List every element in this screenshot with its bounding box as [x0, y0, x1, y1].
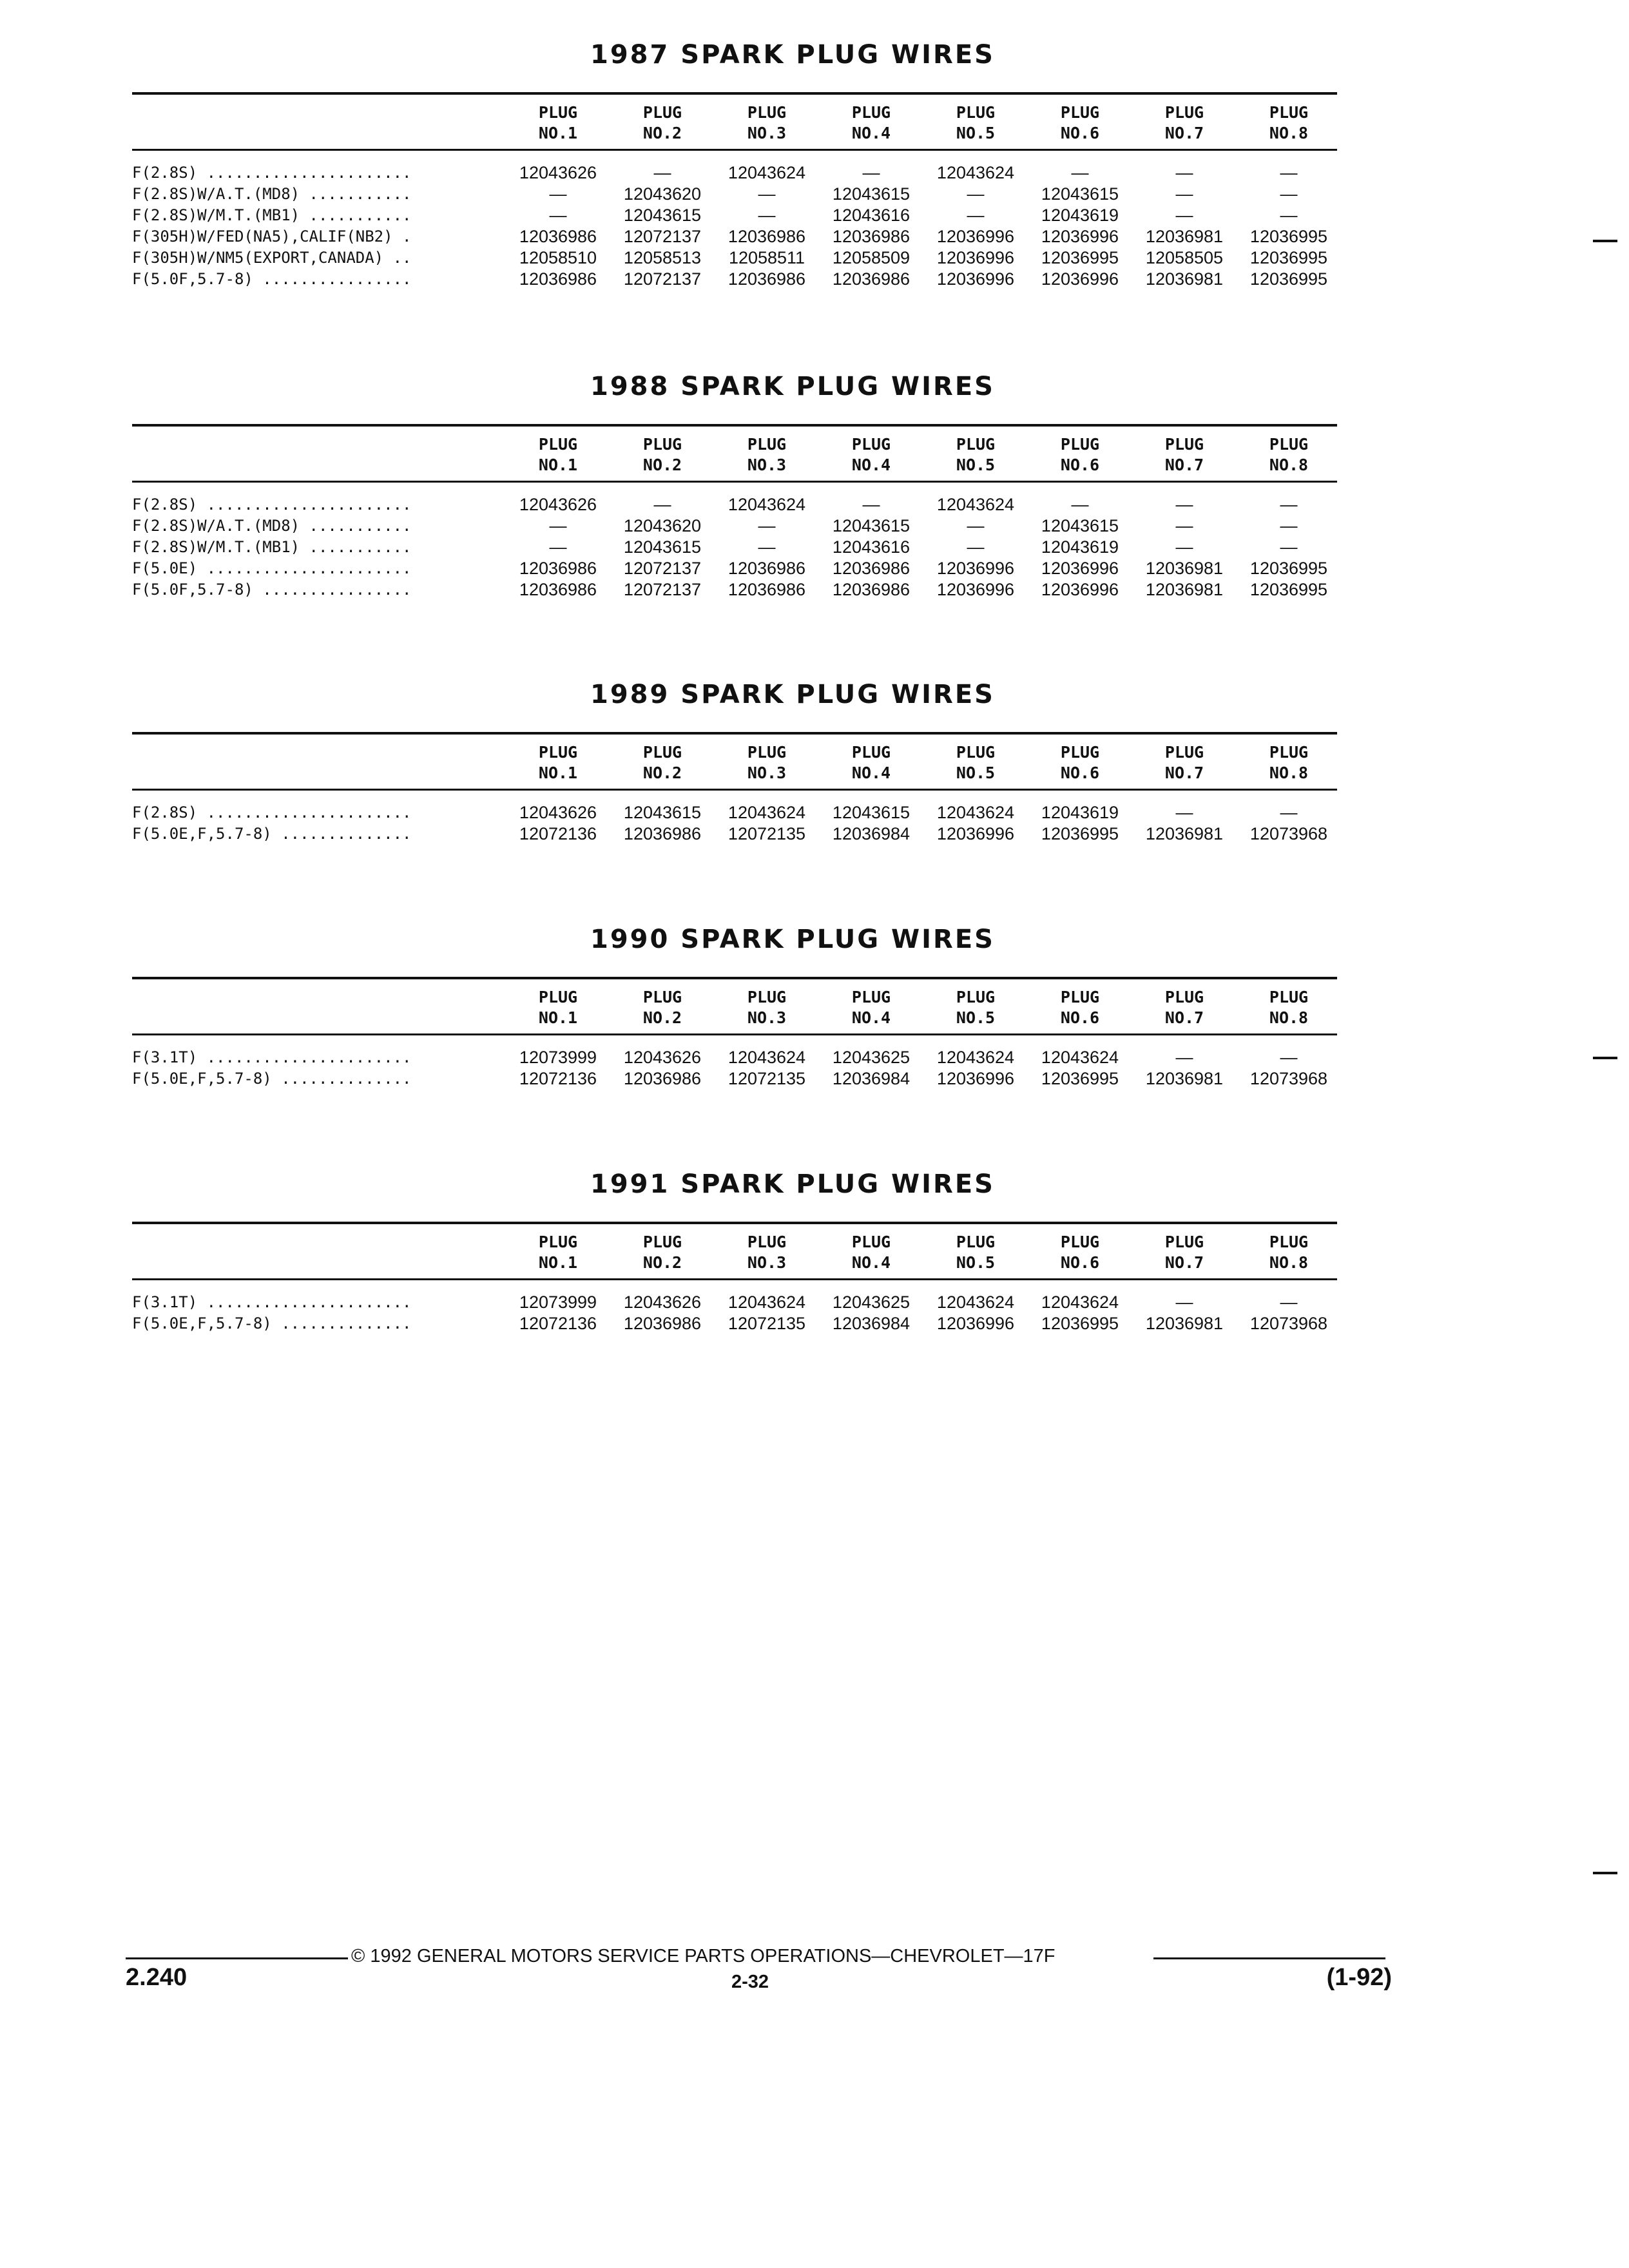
part-number-cell: 12072135: [728, 1314, 806, 1333]
part-number-cell: —: [1175, 495, 1193, 514]
part-number-cell: 12043626: [623, 1293, 702, 1312]
table-row: [132, 1313, 1337, 1334]
part-number-cell: 12043625: [832, 1293, 911, 1312]
table-row: [132, 1047, 1337, 1068]
part-number-cell: —: [1280, 803, 1298, 822]
row-label: F(5.0F,5.7-8) ................: [132, 270, 412, 288]
part-number-cell: —: [862, 163, 880, 182]
column-header-plug-3: PLUG NO.3: [747, 1233, 787, 1272]
part-number-cell: —: [1175, 516, 1193, 535]
column-header-plug-2: PLUG NO.2: [642, 988, 682, 1027]
part-number-cell: 12036986: [728, 227, 806, 246]
part-number-cell: 12036995: [1249, 580, 1328, 599]
column-header-plug-4: PLUG NO.4: [851, 435, 891, 474]
part-number-cell: 12043626: [519, 163, 597, 182]
row-label: F(5.0E,F,5.7-8) ..............: [132, 1314, 412, 1332]
part-number-cell: 12043624: [1041, 1048, 1119, 1067]
part-number-cell: 12043616: [832, 206, 911, 225]
part-number-cell: 12036984: [832, 1069, 911, 1088]
part-number-cell: 12058513: [623, 248, 702, 267]
table-body: [132, 483, 1337, 601]
part-number-cell: 12036986: [519, 580, 597, 599]
part-number-cell: 12043624: [728, 1048, 806, 1067]
part-number-cell: 12058511: [728, 248, 805, 267]
part-number-cell: 12043615: [832, 184, 911, 204]
margin-tick-mark: [1593, 1057, 1617, 1059]
part-number-cell: 12043615: [623, 803, 702, 822]
part-number-cell: 12072136: [519, 824, 597, 843]
part-number-cell: 12043615: [832, 516, 911, 535]
table-row: [132, 823, 1337, 845]
part-number-cell: —: [653, 163, 671, 182]
part-number-cell: 12072137: [623, 580, 702, 599]
part-number-cell: 12036996: [936, 227, 1015, 246]
part-number-cell: —: [1280, 495, 1298, 514]
part-number-cell: 12036984: [832, 1314, 911, 1333]
part-number-cell: 12073968: [1249, 824, 1328, 843]
part-number-cell: 12036986: [623, 1314, 702, 1333]
row-label: F(2.8S) ......................: [132, 803, 412, 822]
part-number-cell: —: [758, 184, 776, 204]
column-header-plug-4: PLUG NO.4: [851, 988, 891, 1027]
part-number-cell: 12036981: [1145, 824, 1224, 843]
column-header-plug-1: PLUG NO.1: [538, 435, 578, 474]
part-number-cell: 12036995: [1249, 227, 1328, 246]
table-header: [132, 427, 1337, 481]
column-header-plug-7: PLUG NO.7: [1164, 435, 1204, 474]
part-number-cell: 12036981: [1145, 559, 1224, 578]
section-title: 1987 SPARK PLUG WIRES: [590, 40, 995, 70]
part-number-cell: 12072137: [623, 227, 702, 246]
part-number-cell: 12036986: [623, 1069, 702, 1088]
part-number-cell: 12043615: [1041, 516, 1119, 535]
section-title: 1988 SPARK PLUG WIRES: [590, 372, 995, 401]
table-body: [132, 151, 1337, 290]
part-number-cell: 12043615: [1041, 184, 1119, 204]
part-number-cell: 12043615: [623, 206, 702, 225]
part-number-cell: 12036986: [728, 559, 806, 578]
part-number-cell: 12036995: [1249, 248, 1328, 267]
part-number-cell: —: [758, 516, 776, 535]
section-1987: [132, 35, 1337, 290]
column-header-plug-5: PLUG NO.5: [956, 988, 996, 1027]
part-number-cell: 12073999: [519, 1048, 597, 1067]
part-number-cell: —: [1280, 1293, 1298, 1312]
section-title: 1991 SPARK PLUG WIRES: [590, 1169, 995, 1199]
part-number-cell: —: [1175, 1293, 1193, 1312]
table-row: [132, 1292, 1337, 1313]
part-number-cell: 12043624: [936, 1048, 1015, 1067]
part-number-cell: 12072135: [728, 1069, 806, 1088]
part-number-cell: 12043624: [1041, 1293, 1119, 1312]
part-number-cell: 12036986: [623, 824, 702, 843]
part-number-cell: 12036995: [1041, 824, 1119, 843]
part-number-cell: —: [1175, 184, 1193, 204]
part-number-cell: 12036996: [1041, 269, 1119, 289]
row-label: F(2.8S) ......................: [132, 164, 412, 182]
part-number-cell: —: [967, 516, 985, 535]
column-header-plug-8: PLUG NO.8: [1269, 1233, 1309, 1272]
column-header-plug-4: PLUG NO.4: [851, 1233, 891, 1272]
part-number-cell: —: [549, 516, 567, 535]
part-number-cell: —: [1175, 163, 1193, 182]
column-header-plug-1: PLUG NO.1: [538, 103, 578, 142]
part-number-cell: 12043620: [623, 184, 702, 204]
column-header-plug-4: PLUG NO.4: [851, 103, 891, 142]
part-number-cell: —: [1280, 163, 1298, 182]
part-number-cell: 12043626: [519, 803, 597, 822]
part-number-cell: 12036995: [1041, 1069, 1119, 1088]
part-number-cell: 12036986: [832, 580, 911, 599]
row-label: F(2.8S)W/M.T.(MB1) ...........: [132, 538, 412, 556]
part-number-cell: 12058509: [832, 248, 911, 267]
part-number-cell: —: [1280, 184, 1298, 204]
row-label: F(2.8S)W/M.T.(MB1) ...........: [132, 206, 412, 224]
footer-copyright: © 1992 GENERAL MOTORS SERVICE PARTS OPERATIONS—CHEVROLET—17F: [351, 1946, 1055, 1966]
part-number-cell: —: [967, 537, 985, 557]
table-row: [132, 1068, 1337, 1090]
part-number-cell: 12043624: [936, 495, 1015, 514]
table-row: [132, 579, 1337, 601]
part-number-cell: 12036996: [936, 559, 1015, 578]
part-number-cell: 12043625: [832, 1048, 911, 1067]
part-number-cell: 12072137: [623, 269, 702, 289]
part-number-cell: 12072137: [623, 559, 702, 578]
row-label: F(2.8S)W/A.T.(MD8) ...........: [132, 185, 412, 203]
part-number-cell: 12036986: [519, 269, 597, 289]
column-header-plug-7: PLUG NO.7: [1164, 103, 1204, 142]
column-header-plug-4: PLUG NO.4: [851, 743, 891, 782]
part-number-cell: 12036995: [1249, 559, 1328, 578]
part-number-cell: —: [1175, 537, 1193, 557]
part-number-cell: —: [1280, 206, 1298, 225]
footer-rule-right: [1153, 1957, 1385, 1959]
part-number-cell: 12072135: [728, 824, 806, 843]
part-number-cell: 12043626: [519, 495, 597, 514]
part-number-cell: —: [967, 184, 985, 204]
margin-tick-mark: [1593, 240, 1617, 242]
table-body: [132, 1035, 1337, 1090]
section-1988: [132, 367, 1337, 601]
part-number-cell: —: [758, 206, 776, 225]
section-title: 1989 SPARK PLUG WIRES: [590, 680, 995, 709]
row-label: F(305H)W/FED(NA5),CALIF(NB2) .: [132, 227, 412, 245]
table-header: [132, 1224, 1337, 1278]
part-number-cell: 12043619: [1041, 206, 1119, 225]
column-header-plug-7: PLUG NO.7: [1164, 988, 1204, 1027]
table-header: [132, 735, 1337, 789]
part-number-cell: —: [1280, 1048, 1298, 1067]
column-header-plug-6: PLUG NO.6: [1060, 1233, 1100, 1272]
table-row: [132, 515, 1337, 537]
table-row: [132, 269, 1337, 290]
column-header-plug-5: PLUG NO.5: [956, 435, 996, 474]
part-number-cell: 12036996: [1041, 227, 1119, 246]
part-number-cell: 12043616: [832, 537, 911, 557]
column-header-plug-6: PLUG NO.6: [1060, 435, 1100, 474]
part-number-cell: —: [758, 537, 776, 557]
column-header-plug-5: PLUG NO.5: [956, 103, 996, 142]
part-number-cell: 12043624: [728, 803, 806, 822]
part-number-cell: 12036996: [936, 269, 1015, 289]
part-number-cell: 12043615: [623, 537, 702, 557]
table-row: [132, 162, 1337, 184]
row-label: F(305H)W/NM5(EXPORT,CANADA) ..: [132, 249, 412, 267]
part-number-cell: —: [1175, 206, 1193, 225]
part-number-cell: 12043624: [936, 803, 1015, 822]
section-title: 1990 SPARK PLUG WIRES: [590, 925, 995, 954]
part-number-cell: 12036995: [1041, 1314, 1119, 1333]
part-number-cell: 12043619: [1041, 537, 1119, 557]
part-number-cell: 12043615: [832, 803, 911, 822]
table-row: [132, 247, 1337, 269]
part-number-cell: 12036984: [832, 824, 911, 843]
column-header-plug-2: PLUG NO.2: [642, 743, 682, 782]
part-number-cell: 12036986: [832, 269, 911, 289]
footer-sub-page: 2-32: [731, 1972, 769, 1992]
part-number-cell: 12036995: [1041, 248, 1119, 267]
part-number-cell: —: [862, 495, 880, 514]
part-number-cell: 12036981: [1145, 1069, 1224, 1088]
part-number-cell: 12036986: [832, 227, 911, 246]
column-header-plug-8: PLUG NO.8: [1269, 435, 1309, 474]
part-number-cell: 12036995: [1249, 269, 1328, 289]
column-header-plug-8: PLUG NO.8: [1269, 988, 1309, 1027]
part-number-cell: —: [549, 537, 567, 557]
row-label: F(5.0E,F,5.7-8) ..............: [132, 825, 412, 843]
part-number-cell: —: [1175, 1048, 1193, 1067]
part-number-cell: 12036996: [936, 580, 1015, 599]
part-number-cell: —: [1071, 495, 1089, 514]
part-number-cell: —: [967, 206, 985, 225]
column-header-plug-8: PLUG NO.8: [1269, 743, 1309, 782]
table-row: [132, 537, 1337, 558]
section-1990: [132, 920, 1337, 1090]
part-number-cell: 12036996: [1041, 580, 1119, 599]
column-header-plug-2: PLUG NO.2: [642, 435, 682, 474]
column-header-plug-7: PLUG NO.7: [1164, 1233, 1204, 1272]
row-label: F(2.8S) ......................: [132, 495, 412, 514]
row-label: F(3.1T) ......................: [132, 1293, 412, 1311]
row-label: F(5.0F,5.7-8) ................: [132, 581, 412, 599]
part-number-cell: 12036986: [728, 580, 806, 599]
row-label: F(2.8S)W/A.T.(MD8) ...........: [132, 517, 412, 535]
footer-date: (1-92): [1326, 1964, 1392, 1991]
footer-page-number: 2.240: [126, 1964, 188, 1991]
table-header: [132, 979, 1337, 1033]
part-number-cell: 12043620: [623, 516, 702, 535]
table-row: [132, 802, 1337, 823]
column-header-plug-3: PLUG NO.3: [747, 988, 787, 1027]
part-number-cell: —: [1280, 516, 1298, 535]
part-number-cell: 12036981: [1145, 580, 1224, 599]
column-header-plug-1: PLUG NO.1: [538, 743, 578, 782]
part-number-cell: —: [1280, 537, 1298, 557]
column-header-plug-2: PLUG NO.2: [642, 1233, 682, 1272]
part-number-cell: 12043624: [936, 163, 1015, 182]
column-header-plug-3: PLUG NO.3: [747, 103, 787, 142]
part-number-cell: 12036996: [936, 248, 1015, 267]
part-number-cell: 12072136: [519, 1069, 597, 1088]
section-1991: [132, 1165, 1337, 1334]
table-body: [132, 1280, 1337, 1334]
table-header: [132, 95, 1337, 149]
part-number-cell: —: [549, 206, 567, 225]
part-number-cell: —: [1071, 163, 1089, 182]
table-row: [132, 184, 1337, 205]
table-row: [132, 558, 1337, 579]
part-number-cell: 12036986: [832, 559, 911, 578]
column-header-plug-1: PLUG NO.1: [538, 1233, 578, 1272]
part-number-cell: 12036996: [1041, 559, 1119, 578]
part-number-cell: 12043626: [623, 1048, 702, 1067]
part-number-cell: 12073999: [519, 1293, 597, 1312]
table-row: [132, 226, 1337, 247]
part-number-cell: 12043624: [936, 1293, 1015, 1312]
part-number-cell: 12043624: [728, 1293, 806, 1312]
part-number-cell: 12036986: [519, 559, 597, 578]
column-header-plug-3: PLUG NO.3: [747, 743, 787, 782]
column-header-plug-2: PLUG NO.2: [642, 103, 682, 142]
part-number-cell: 12072136: [519, 1314, 597, 1333]
part-number-cell: 12036981: [1145, 269, 1224, 289]
part-number-cell: 12036981: [1145, 227, 1224, 246]
row-label: F(3.1T) ......................: [132, 1048, 412, 1066]
part-number-cell: 12058510: [519, 248, 597, 267]
column-header-plug-5: PLUG NO.5: [956, 743, 996, 782]
part-number-cell: 12036986: [519, 227, 597, 246]
part-number-cell: 12036996: [936, 1069, 1015, 1088]
column-header-plug-6: PLUG NO.6: [1060, 103, 1100, 142]
part-number-cell: —: [549, 184, 567, 204]
column-header-plug-6: PLUG NO.6: [1060, 988, 1100, 1027]
part-number-cell: —: [1175, 803, 1193, 822]
table-body: [132, 791, 1337, 845]
table-row: [132, 494, 1337, 515]
page-footer: [126, 1946, 1392, 1997]
column-header-plug-5: PLUG NO.5: [956, 1233, 996, 1272]
margin-tick-mark: [1593, 1872, 1617, 1874]
part-number-cell: 12036986: [728, 269, 806, 289]
part-number-cell: —: [653, 495, 671, 514]
table-row: [132, 205, 1337, 226]
column-header-plug-3: PLUG NO.3: [747, 435, 787, 474]
part-number-cell: 12043619: [1041, 803, 1119, 822]
part-number-cell: 12073968: [1249, 1314, 1328, 1333]
part-number-cell: 12036996: [936, 1314, 1015, 1333]
column-header-plug-8: PLUG NO.8: [1269, 103, 1309, 142]
row-label: F(5.0E,F,5.7-8) ..............: [132, 1070, 412, 1088]
part-number-cell: 12043624: [728, 163, 806, 182]
row-label: F(5.0E) ......................: [132, 559, 412, 577]
part-number-cell: 12058505: [1145, 248, 1224, 267]
part-number-cell: 12036996: [936, 824, 1015, 843]
part-number-cell: 12043624: [728, 495, 806, 514]
part-number-cell: 12036981: [1145, 1314, 1224, 1333]
column-header-plug-7: PLUG NO.7: [1164, 743, 1204, 782]
part-number-cell: 12073968: [1249, 1069, 1328, 1088]
column-header-plug-6: PLUG NO.6: [1060, 743, 1100, 782]
footer-rule-left: [126, 1957, 348, 1959]
column-header-plug-1: PLUG NO.1: [538, 988, 578, 1027]
section-1989: [132, 675, 1337, 845]
